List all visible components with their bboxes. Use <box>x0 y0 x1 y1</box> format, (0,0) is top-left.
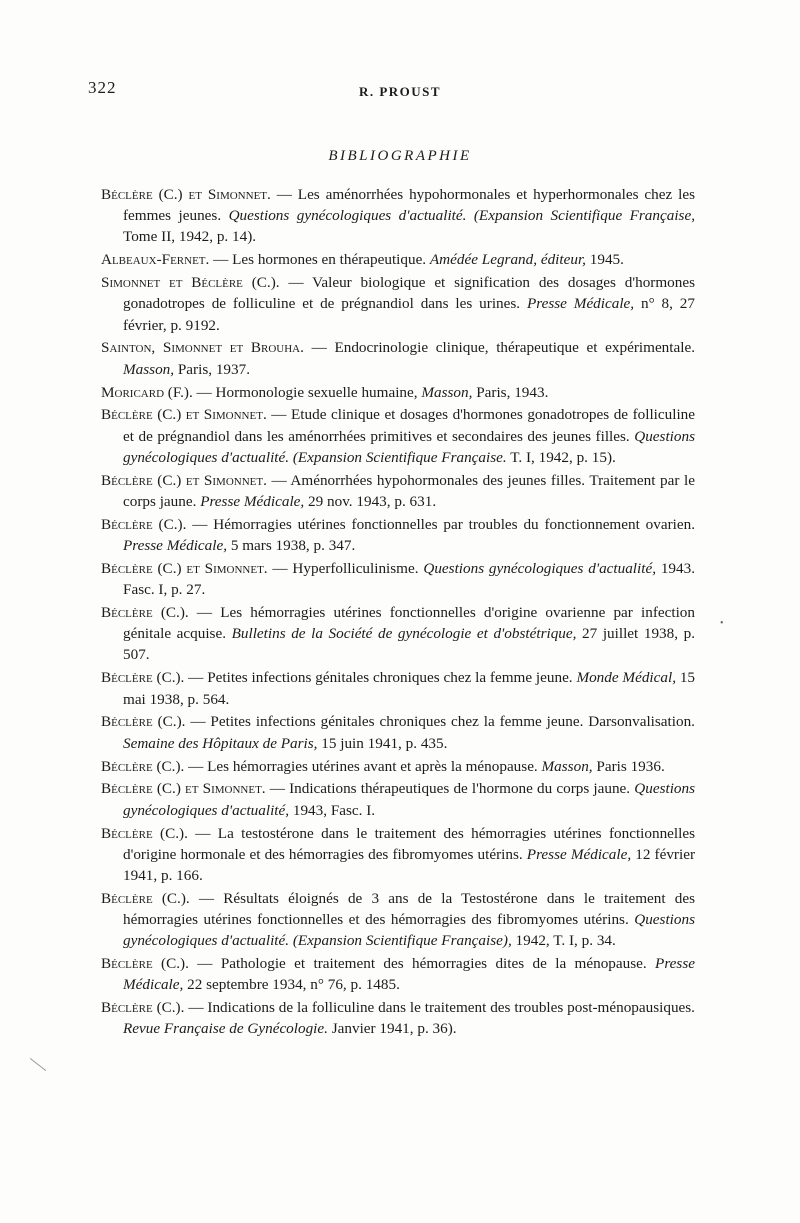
bibliography-entry <box>101 558 695 600</box>
entry-source: Revue Française de Gynécologie. <box>123 1020 328 1038</box>
entry-text: — Petites infections génitales chroniques chez la femme jeune. <box>184 669 577 687</box>
entry-source: Masson, <box>421 383 473 401</box>
entry-details: 1943. Fasc. I, p. 27. <box>123 559 696 599</box>
bibliography-entry <box>101 249 695 270</box>
entry-authors: Simonnet et Béclère (C.). <box>101 274 280 292</box>
entry-authors: Albeaux-Fernet. <box>101 251 210 269</box>
entry-authors: Béclère (C.) et Simonnet. <box>101 186 271 203</box>
entry-details: 5 mars 1938, p. 347. <box>227 537 356 555</box>
entry-source: Amédée Legrand, éditeur, <box>429 251 586 269</box>
bibliography-entry <box>101 823 695 887</box>
entry-text: — Endocrinologie clinique, thérapeutique et expérimentale. <box>303 339 695 357</box>
entry-details: n° 8, 27 février, p. 9192. <box>123 295 695 334</box>
bibliography-entry <box>101 778 695 820</box>
bibliography-entry <box>101 953 695 995</box>
entry-source: Masson, <box>541 757 593 775</box>
entry-source: Semaine des Hôpitaux de Paris, <box>123 734 318 752</box>
entry-source: Questions gynécologiques d'actualité. (Expansion Scientifique Française. <box>123 427 695 466</box>
bibliography-entry <box>101 602 695 666</box>
entry-details: Paris, 1943. <box>472 383 549 401</box>
entry-text: — Pathologie et traitement des hémorragies dites de la ménopause. <box>188 955 656 973</box>
entry-details: 22 septembre 1934, n° 76, p. 1485. <box>183 976 400 994</box>
entry-source: Questions gynécologiques d'actualité. (Expansion Scientifique Française, <box>228 207 695 225</box>
entry-text: — Les hémorragies utérines fonctionnelles d'origine ovarienne par infection génitale acquise. <box>123 604 695 643</box>
entry-source: Monde Médical, <box>576 669 676 687</box>
page-number: 322 <box>88 78 117 97</box>
entry-authors: Moricard (F.). <box>101 383 193 401</box>
entry-source: Bulletins de la Société de gynécologie et d'obstétrique, <box>231 625 577 643</box>
entry-details: 29 nov. 1943, p. 631. <box>304 492 437 510</box>
entry-text: — La testostérone dans le traitement des hémorragies utérines fonctionnelles d'origine hormonale et des hémorragies des fibromyomes utérins. <box>123 824 695 863</box>
entry-details: 15 juin 1941, p. 435. <box>317 734 448 752</box>
entry-source: Presse Médicale, <box>200 492 305 510</box>
entry-authors: Béclère (C.) et Simonnet. <box>101 406 267 424</box>
entry-authors: Béclère (C.). <box>101 515 187 533</box>
bibliography-entry <box>101 888 695 952</box>
entry-authors: Béclère (C.). <box>101 824 188 842</box>
entry-details: 27 juillet 1938, p. 507. <box>123 625 696 664</box>
entry-details: 1943, Fasc. I. <box>289 801 376 819</box>
entry-authors: Béclère (C.). <box>101 955 189 973</box>
entry-text: — Aménorrhées hypohormonales des jeunes filles. Traitement par le corps jaune. <box>123 471 695 510</box>
bibliography-entry <box>101 667 695 709</box>
entry-authors: Béclère (C.) et Simonnet. <box>101 780 266 798</box>
entry-authors: Béclère (C.). <box>101 713 186 731</box>
entry-text: — Les hormones en thérapeutique. <box>209 251 430 269</box>
entry-details: Paris, 1937. <box>174 360 250 378</box>
entry-text: — Petites infections génitales chroniques chez la femme jeune. Darsonvalisation. <box>185 713 695 731</box>
scan-artifact <box>30 1058 46 1071</box>
bibliography-entry <box>101 404 695 468</box>
entry-text: — Résultats éloignés de 3 ans de la Testostérone dans le traitement des hémorragies utérines fonctionnelles et des hémorragies des fibromyomes utérins. <box>123 889 695 929</box>
entry-source: Presse Médicale, <box>526 295 635 313</box>
entry-authors: Béclère (C.) et Simonnet. <box>101 559 268 577</box>
bibliography-entry <box>101 382 695 403</box>
bibliography-entry <box>101 756 695 777</box>
entry-source: Questions gynécologiques d'actualité, <box>423 559 657 577</box>
entry-details: 1942, T. I, p. 34. <box>511 932 616 950</box>
entry-source: Presse Médicale, <box>123 955 695 994</box>
bibliography-entry <box>101 337 695 379</box>
entry-details: Tome II, 1942, p. 14). <box>123 228 257 246</box>
bibliography-entry <box>101 184 695 248</box>
entry-source: Questions gynécologiques d'actualité. (Expansion Scientifique Française), <box>123 911 695 950</box>
margin-mark: • <box>720 618 724 629</box>
entry-authors: Béclère (C.). <box>101 757 185 775</box>
entry-text: — Hormonologie sexuelle humaine, <box>192 383 422 401</box>
entry-source: Presse Médicale, <box>526 845 632 863</box>
section-title: BIBLIOGRAPHIE <box>328 148 472 164</box>
entry-text: — Hémorragies utérines fonctionnelles par troubles du fonctionnement ovarien. <box>186 515 695 533</box>
bibliography-entry <box>101 997 695 1039</box>
entry-text: — Hyperfolliculinisme. <box>267 559 424 577</box>
entry-authors: Béclère (C.) et Simonnet. <box>101 471 267 489</box>
entry-details: Janvier 1941, p. 36). <box>327 1020 457 1038</box>
entry-details: T. I, 1942, p. 15). <box>506 448 616 466</box>
entry-text: — Indications de la folliculine dans le traitement des troubles post-ménopausiques. <box>184 999 695 1017</box>
entry-source: Masson, <box>123 360 175 378</box>
entry-details: 12 février 1941, p. 166. <box>123 845 696 884</box>
entry-text: — Valeur biologique et signification des dosages d'hormones gonadotropes de folliculine et de prégnandiol dans les urines. <box>123 274 696 313</box>
entry-authors: Béclère (C.). <box>101 669 185 687</box>
entry-authors: Sainton, Simonnet et Brouha. <box>101 339 304 357</box>
entry-text: — Les aménorrhées hypohormonales et hyperhormonales chez les femmes jeunes. <box>123 186 695 225</box>
entry-details: Paris 1936. <box>592 757 665 775</box>
bibliography-entry <box>101 470 695 512</box>
entry-details: 1945. <box>585 251 624 269</box>
bibliography-entry <box>101 711 695 753</box>
bibliography-entry <box>101 272 695 336</box>
bibliography-list <box>101 184 695 1041</box>
entry-source: Presse Médicale, <box>123 537 228 555</box>
entry-details: 15 mai 1938, p. 564. <box>123 669 696 708</box>
entry-text: — Les hémorragies utérines avant et après la ménopause. <box>184 757 542 775</box>
entry-authors: Béclère (C.). <box>101 889 190 907</box>
bibliography-entry <box>101 514 695 556</box>
running-head: R. PROUST <box>358 84 442 99</box>
entry-source: Questions gynécologiques d'actualité, <box>123 780 696 819</box>
entry-authors: Béclère (C.). <box>101 999 185 1017</box>
entry-text: — Etude clinique et dosages d'hormones gonadotropes de folliculine et de prégnandiol dans les aménorrhées primitives et secondaires des jeunes filles. <box>123 406 695 445</box>
entry-authors: Béclère (C.). <box>101 604 189 622</box>
entry-text: — Indications thérapeutiques de l'hormone du corps jaune. <box>265 780 635 798</box>
